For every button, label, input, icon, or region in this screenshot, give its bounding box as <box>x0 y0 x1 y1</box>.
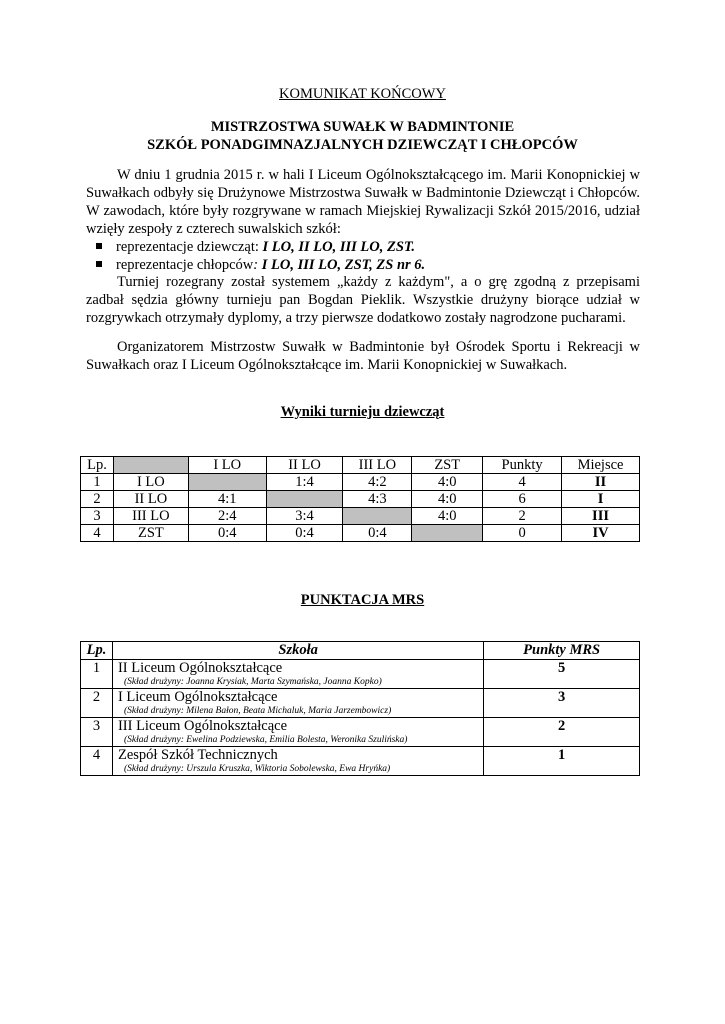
cell-team: III LO <box>113 508 188 525</box>
cell-place: I <box>562 491 640 508</box>
cell-lp: 4 <box>81 747 113 776</box>
cell-team: I LO <box>113 474 188 491</box>
mrs-header-row <box>81 642 640 660</box>
table-row <box>81 660 640 689</box>
cell-school <box>112 747 483 776</box>
table-row <box>81 525 640 542</box>
table-row <box>81 508 640 525</box>
header-cell: Lp. <box>81 457 114 474</box>
cell-score: 0:4 <box>188 525 266 542</box>
squad-list: (Skład drużyny: Urszula Kruszka, Wiktoria Sobolewska, Ewa Hryńka) <box>123 764 391 774</box>
bullet-girls <box>96 238 636 256</box>
cell-place: IV <box>562 525 640 542</box>
header-cell: Miejsce <box>562 457 640 474</box>
cell-score: 2:4 <box>188 508 266 525</box>
header-cell-empty <box>113 457 188 474</box>
paragraph-intro: W dniu 1 grudnia 2015 r. w hali I Liceum Ogólnokształcącego im. Marii Konopnickiej w Suwałkach odbyły się Drużynowe Mistrzostwa Suwałk w Badmintonie Dziewcząt i Chłopców. W zawodach, które były rozgrywane w ramach Miejskiej Rywalizacji Szkół 2015/2016, udział wzięły zespoły z czterech suwalskich szkół: <box>86 167 640 237</box>
square-bullet-icon <box>96 243 102 249</box>
cell-score: 4:3 <box>343 491 412 508</box>
school-name: II Liceum Ogólnokształcące <box>117 660 283 676</box>
document-header: KOMUNIKAT KOŃCOWY <box>279 86 446 102</box>
cell-score: 3:4 <box>266 508 343 525</box>
cell-self <box>266 491 343 508</box>
header-cell: Punkty <box>483 457 562 474</box>
cell-points: 5 <box>484 660 640 689</box>
results-header-row <box>81 457 640 474</box>
bullet-label: reprezentacje dziewcząt: <box>116 239 259 255</box>
header-cell: III LO <box>343 457 412 474</box>
paragraph-system: Turniej rozegrany został systemem „każdy z każdym", a o grę zgodną z przepisami zadbał sędzia główny turnieju pan Bogdan Pieklik. Wszystkie drużyny biorące udział w rozgrywkach otrzymały dyplomy, a trzy pierwsze dodatkowo zostały nagrodzone pucharami. <box>86 274 640 326</box>
cell-points: 1 <box>484 747 640 776</box>
table-row <box>81 491 640 508</box>
bullet-list <box>96 238 636 274</box>
cell-team: ZST <box>113 525 188 542</box>
title-line-2: SZKÓŁ PONADGIMNAZJALNYCH DZIEWCZĄT I CHŁOPCÓW <box>147 137 578 153</box>
cell-self <box>412 525 483 542</box>
cell-team: II LO <box>113 491 188 508</box>
header-cell: I LO <box>188 457 266 474</box>
table-row <box>81 474 640 491</box>
bullet-boys <box>96 256 636 274</box>
cell-score: 4:1 <box>188 491 266 508</box>
squad-list: (Skład drużyny: Milena Bałon, Beata Michaluk, Maria Jarzembowicz) <box>123 706 392 716</box>
header-cell: ZST <box>412 457 483 474</box>
cell-score: 0:4 <box>343 525 412 542</box>
results-title: Wyniki turnieju dziewcząt <box>280 404 445 420</box>
squad-list: (Skład drużyny: Ewelina Podziewska, Emilia Bolesta, Weronika Szulińska) <box>123 735 408 745</box>
cell-score: 4:0 <box>412 508 483 525</box>
cell-place: III <box>562 508 640 525</box>
squad-list: (Skład drużyny: Joanna Krysiak, Marta Szymańska, Joanna Kopko) <box>123 677 382 687</box>
cell-score: 1:4 <box>266 474 343 491</box>
cell-score: 4:0 <box>412 491 483 508</box>
cell-lp: 4 <box>81 525 114 542</box>
cell-lp: 3 <box>81 718 113 747</box>
cell-lp: 2 <box>81 689 113 718</box>
cell-score: 0:4 <box>266 525 343 542</box>
bullet-value: I LO, II LO, III LO, ZST. <box>262 239 416 255</box>
cell-score: 4:2 <box>343 474 412 491</box>
cell-school <box>112 660 483 689</box>
bullet-label: reprezentacje chłopców <box>116 257 254 273</box>
school-name: III Liceum Ogólnokształcące <box>117 718 288 734</box>
cell-school <box>112 718 483 747</box>
cell-points: 2 <box>484 718 640 747</box>
mrs-title: PUNKTACJA MRS <box>300 592 425 608</box>
bullet-sep: : <box>253 257 259 273</box>
header-cell: Lp. <box>81 642 113 660</box>
cell-lp: 2 <box>81 491 114 508</box>
mrs-table <box>80 641 640 776</box>
table-row <box>81 718 640 747</box>
cell-school <box>112 689 483 718</box>
header-cell: Punkty MRS <box>484 642 640 660</box>
header-cell: II LO <box>266 457 343 474</box>
cell-points: 6 <box>483 491 562 508</box>
cell-self <box>188 474 266 491</box>
bullet-value: I LO, III LO, ZST, ZS nr 6. <box>261 257 426 273</box>
cell-lp: 3 <box>81 508 114 525</box>
cell-self <box>343 508 412 525</box>
cell-points: 4 <box>483 474 562 491</box>
title-line-1: MISTRZOSTWA SUWAŁK W BADMINTONIE <box>210 119 515 135</box>
cell-points: 3 <box>484 689 640 718</box>
table-row <box>81 747 640 776</box>
school-name: I Liceum Ogólnokształcące <box>117 689 278 705</box>
cell-place: II <box>562 474 640 491</box>
cell-lp: 1 <box>81 474 114 491</box>
results-table <box>80 456 640 542</box>
cell-score: 4:0 <box>412 474 483 491</box>
cell-lp: 1 <box>81 660 113 689</box>
school-name: Zespół Szkół Technicznych <box>117 747 278 763</box>
table-row <box>81 689 640 718</box>
square-bullet-icon <box>96 261 102 267</box>
cell-points: 2 <box>483 508 562 525</box>
cell-points: 0 <box>483 525 562 542</box>
header-cell: Szkoła <box>112 642 483 660</box>
paragraph-organizer: Organizatorem Mistrzostw Suwałk w Badmintonie był Ośrodek Sportu i Rekreacji w Suwałkach oraz I Liceum Ogólnokształcące im. Marii Konopnickiej w Suwałkach. <box>86 339 640 373</box>
